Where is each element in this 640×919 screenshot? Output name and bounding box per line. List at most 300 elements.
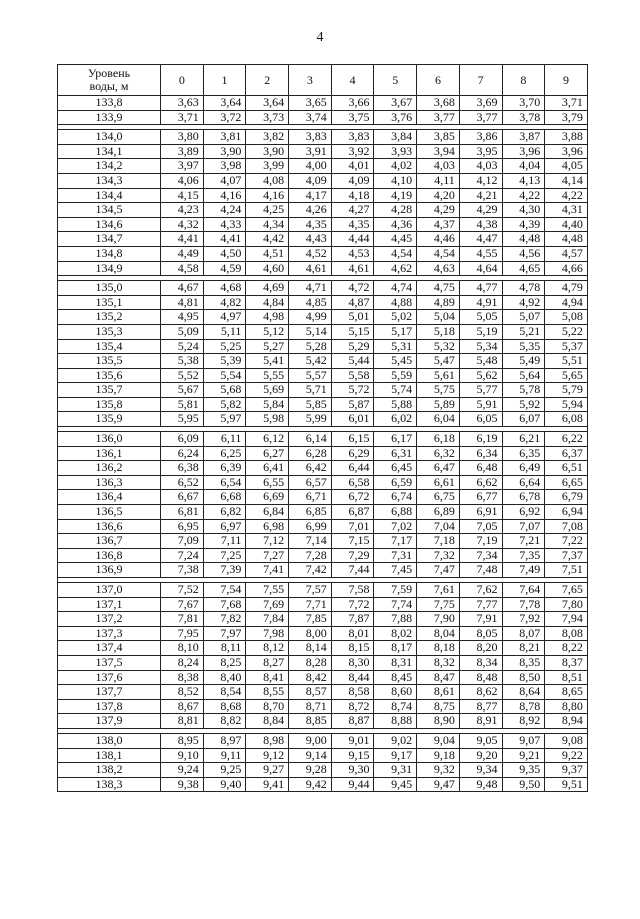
value-cell: 7,11 (203, 534, 246, 549)
value-cell: 9,10 (161, 748, 204, 763)
value-cell: 5,52 (161, 368, 204, 383)
value-cell: 5,77 (459, 383, 502, 398)
value-cell: 4,61 (289, 261, 332, 276)
value-cell: 7,59 (374, 583, 417, 598)
water-level-cell: 137,8 (58, 699, 161, 714)
value-cell: 5,75 (417, 383, 460, 398)
value-cell: 4,75 (417, 281, 460, 296)
value-cell: 5,54 (203, 368, 246, 383)
value-cell: 6,38 (161, 461, 204, 476)
value-cell: 8,17 (374, 641, 417, 656)
column-header: 8 (502, 65, 545, 96)
value-cell: 4,06 (161, 173, 204, 188)
value-cell: 4,52 (289, 246, 332, 261)
value-cell: 4,04 (502, 159, 545, 174)
value-cell: 8,72 (331, 699, 374, 714)
water-level-cell: 134,7 (58, 232, 161, 247)
table-row (58, 144, 588, 159)
value-cell: 6,98 (246, 519, 289, 534)
water-level-cell: 138,1 (58, 748, 161, 763)
value-cell: 8,92 (502, 714, 545, 729)
value-cell: 3,67 (374, 96, 417, 111)
value-cell: 4,55 (459, 246, 502, 261)
water-level-cell: 135,6 (58, 368, 161, 383)
value-cell: 5,64 (502, 368, 545, 383)
water-level-cell: 134,2 (58, 159, 161, 174)
value-cell: 6,27 (246, 446, 289, 461)
value-cell: 5,14 (289, 324, 332, 339)
value-cell: 8,51 (545, 670, 588, 685)
table-row (58, 310, 588, 325)
value-cell: 6,81 (161, 505, 204, 520)
value-cell: 5,84 (246, 397, 289, 412)
value-cell: 4,43 (289, 232, 332, 247)
value-cell: 4,27 (331, 203, 374, 218)
value-cell: 8,20 (459, 641, 502, 656)
water-level-cell: 135,5 (58, 354, 161, 369)
value-cell: 4,03 (459, 159, 502, 174)
value-cell: 4,74 (374, 281, 417, 296)
value-cell: 4,24 (203, 203, 246, 218)
value-cell: 6,58 (331, 475, 374, 490)
value-cell: 9,34 (459, 763, 502, 778)
value-cell: 5,49 (502, 354, 545, 369)
value-cell: 8,57 (289, 685, 332, 700)
water-level-cell: 134,4 (58, 188, 161, 203)
table-row (58, 519, 588, 534)
value-cell: 9,48 (459, 777, 502, 792)
value-cell: 4,89 (417, 295, 460, 310)
value-cell: 3,96 (545, 144, 588, 159)
value-cell: 6,65 (545, 475, 588, 490)
value-cell: 4,12 (459, 173, 502, 188)
value-cell: 4,42 (246, 232, 289, 247)
table-row (58, 261, 588, 276)
value-cell: 6,37 (545, 446, 588, 461)
value-cell: 6,77 (459, 490, 502, 505)
water-level-cell: 138,3 (58, 777, 161, 792)
value-cell: 4,92 (502, 295, 545, 310)
table-row (58, 461, 588, 476)
value-cell: 7,29 (331, 548, 374, 563)
value-cell: 3,75 (331, 110, 374, 125)
value-cell: 8,60 (374, 685, 417, 700)
value-cell: 4,22 (545, 188, 588, 203)
value-cell: 8,48 (459, 670, 502, 685)
table-row (58, 490, 588, 505)
value-cell: 6,31 (374, 446, 417, 461)
value-cell: 4,67 (161, 281, 204, 296)
value-cell: 6,39 (203, 461, 246, 476)
value-cell: 4,95 (161, 310, 204, 325)
water-level-cell: 137,6 (58, 670, 161, 685)
value-cell: 7,44 (331, 563, 374, 578)
value-cell: 7,21 (502, 534, 545, 549)
value-cell: 8,47 (417, 670, 460, 685)
value-cell: 3,80 (161, 130, 204, 145)
table-row (58, 670, 588, 685)
value-cell: 8,67 (161, 699, 204, 714)
value-cell: 8,74 (374, 699, 417, 714)
column-header: 2 (246, 65, 289, 96)
value-cell: 7,45 (374, 563, 417, 578)
value-cell: 3,83 (331, 130, 374, 145)
value-cell: 6,59 (374, 475, 417, 490)
value-cell: 6,95 (161, 519, 204, 534)
value-cell: 9,21 (502, 748, 545, 763)
water-level-cell: 135,9 (58, 412, 161, 427)
value-cell: 4,60 (246, 261, 289, 276)
value-cell: 8,82 (203, 714, 246, 729)
value-cell: 4,97 (203, 310, 246, 325)
value-cell: 6,61 (417, 475, 460, 490)
value-cell: 6,84 (246, 505, 289, 520)
value-cell: 7,81 (161, 612, 204, 627)
table-row (58, 534, 588, 549)
value-cell: 7,82 (203, 612, 246, 627)
table-row (58, 699, 588, 714)
value-cell: 5,29 (331, 339, 374, 354)
value-cell: 6,49 (502, 461, 545, 476)
value-cell: 8,41 (246, 670, 289, 685)
value-cell: 7,78 (502, 597, 545, 612)
value-cell: 6,01 (331, 412, 374, 427)
water-level-cell: 135,1 (58, 295, 161, 310)
value-cell: 5,25 (203, 339, 246, 354)
value-cell: 8,97 (203, 733, 246, 748)
water-level-cell: 135,4 (58, 339, 161, 354)
water-level-cell: 138,2 (58, 763, 161, 778)
table-row (58, 232, 588, 247)
column-header: 3 (289, 65, 332, 96)
value-cell: 4,38 (459, 217, 502, 232)
value-cell: 6,64 (502, 475, 545, 490)
water-level-cell: 138,0 (58, 733, 161, 748)
value-cell: 7,39 (203, 563, 246, 578)
value-cell: 4,47 (459, 232, 502, 247)
value-cell: 4,54 (374, 246, 417, 261)
value-cell: 5,34 (459, 339, 502, 354)
value-cell: 4,66 (545, 261, 588, 276)
water-level-cell: 137,3 (58, 626, 161, 641)
value-cell: 4,17 (289, 188, 332, 203)
value-cell: 4,57 (545, 246, 588, 261)
value-cell: 5,04 (417, 310, 460, 325)
value-cell: 6,51 (545, 461, 588, 476)
water-level-cell: 134,1 (58, 144, 161, 159)
value-cell: 7,90 (417, 612, 460, 627)
value-cell: 6,68 (203, 490, 246, 505)
table-row (58, 96, 588, 111)
value-cell: 8,40 (203, 670, 246, 685)
value-cell: 5,69 (246, 383, 289, 398)
table-row (58, 763, 588, 778)
value-cell: 9,50 (502, 777, 545, 792)
value-cell: 4,08 (246, 173, 289, 188)
table-row (58, 412, 588, 427)
value-cell: 8,50 (502, 670, 545, 685)
table-body (58, 96, 588, 792)
value-cell: 3,72 (203, 110, 246, 125)
value-cell: 7,85 (289, 612, 332, 627)
value-cell: 6,85 (289, 505, 332, 520)
value-cell: 5,89 (417, 397, 460, 412)
value-cell: 7,61 (417, 583, 460, 598)
value-cell: 8,07 (502, 626, 545, 641)
value-cell: 5,39 (203, 354, 246, 369)
column-header: 4 (331, 65, 374, 96)
value-cell: 6,09 (161, 432, 204, 447)
value-cell: 4,36 (374, 217, 417, 232)
value-cell: 7,02 (374, 519, 417, 534)
value-cell: 5,81 (161, 397, 204, 412)
value-cell: 8,52 (161, 685, 204, 700)
value-cell: 3,93 (374, 144, 417, 159)
value-cell: 9,20 (459, 748, 502, 763)
value-cell: 3,79 (545, 110, 588, 125)
value-cell: 6,82 (203, 505, 246, 520)
table-row (58, 432, 588, 447)
value-cell: 3,89 (161, 144, 204, 159)
value-cell: 6,32 (417, 446, 460, 461)
table-row (58, 641, 588, 656)
water-level-cell: 136,4 (58, 490, 161, 505)
value-cell: 7,77 (459, 597, 502, 612)
value-cell: 5,48 (459, 354, 502, 369)
value-cell: 3,64 (246, 96, 289, 111)
level-header-line1: Уровень (87, 66, 131, 80)
value-cell: 7,27 (246, 548, 289, 563)
value-cell: 5,01 (331, 310, 374, 325)
water-level-cell: 133,8 (58, 96, 161, 111)
value-cell: 4,41 (203, 232, 246, 247)
value-cell: 8,70 (246, 699, 289, 714)
value-cell: 4,19 (374, 188, 417, 203)
table-row (58, 505, 588, 520)
value-cell: 9,01 (331, 733, 374, 748)
value-cell: 5,65 (545, 368, 588, 383)
table-row (58, 685, 588, 700)
value-cell: 7,38 (161, 563, 204, 578)
value-cell: 3,90 (246, 144, 289, 159)
value-cell: 6,48 (459, 461, 502, 476)
value-cell: 8,75 (417, 699, 460, 714)
value-cell: 4,56 (502, 246, 545, 261)
value-cell: 4,39 (502, 217, 545, 232)
value-cell: 8,24 (161, 655, 204, 670)
value-cell: 3,78 (502, 110, 545, 125)
value-cell: 3,66 (331, 96, 374, 111)
value-cell: 5,59 (374, 368, 417, 383)
value-cell: 9,35 (502, 763, 545, 778)
water-level-cell: 134,5 (58, 203, 161, 218)
water-level-cell: 135,0 (58, 281, 161, 296)
value-cell: 7,74 (374, 597, 417, 612)
value-cell: 6,28 (289, 446, 332, 461)
value-cell: 7,25 (203, 548, 246, 563)
value-cell: 3,81 (203, 130, 246, 145)
value-cell: 6,91 (459, 505, 502, 520)
value-cell: 4,02 (374, 159, 417, 174)
value-cell: 7,75 (417, 597, 460, 612)
value-cell: 7,49 (502, 563, 545, 578)
value-cell: 4,69 (246, 281, 289, 296)
value-cell: 5,88 (374, 397, 417, 412)
value-cell: 5,37 (545, 339, 588, 354)
value-cell: 3,73 (246, 110, 289, 125)
value-cell: 7,95 (161, 626, 204, 641)
value-cell: 8,00 (289, 626, 332, 641)
value-cell: 7,64 (502, 583, 545, 598)
table-row (58, 281, 588, 296)
value-cell: 4,98 (246, 310, 289, 325)
value-cell: 3,99 (246, 159, 289, 174)
value-cell: 5,11 (203, 324, 246, 339)
value-cell: 4,54 (417, 246, 460, 261)
water-level-table (57, 64, 588, 792)
value-cell: 9,02 (374, 733, 417, 748)
value-cell: 5,57 (289, 368, 332, 383)
value-cell: 9,07 (502, 733, 545, 748)
value-cell: 6,19 (459, 432, 502, 447)
table-row (58, 548, 588, 563)
water-level-cell: 134,9 (58, 261, 161, 276)
header-row (58, 65, 588, 96)
value-cell: 3,74 (289, 110, 332, 125)
value-cell: 4,34 (246, 217, 289, 232)
value-cell: 8,81 (161, 714, 204, 729)
value-cell: 8,27 (246, 655, 289, 670)
value-cell: 7,94 (545, 612, 588, 627)
value-cell: 6,72 (331, 490, 374, 505)
table-row (58, 446, 588, 461)
value-cell: 4,77 (459, 281, 502, 296)
value-cell: 5,82 (203, 397, 246, 412)
value-cell: 8,98 (246, 733, 289, 748)
value-cell: 5,45 (374, 354, 417, 369)
water-level-cell: 137,7 (58, 685, 161, 700)
value-cell: 3,68 (417, 96, 460, 111)
value-cell: 4,13 (502, 173, 545, 188)
value-cell: 6,24 (161, 446, 204, 461)
page-number: 4 (316, 30, 324, 45)
value-cell: 9,41 (246, 777, 289, 792)
water-level-cell: 136,9 (58, 563, 161, 578)
value-cell: 4,16 (246, 188, 289, 203)
value-cell: 3,97 (161, 159, 204, 174)
value-cell: 7,54 (203, 583, 246, 598)
water-level-cell: 135,3 (58, 324, 161, 339)
value-cell: 7,87 (331, 612, 374, 627)
table-row (58, 655, 588, 670)
value-cell: 3,70 (502, 96, 545, 111)
value-cell: 7,34 (459, 548, 502, 563)
table-row (58, 217, 588, 232)
water-level-cell: 137,2 (58, 612, 161, 627)
value-cell: 4,15 (161, 188, 204, 203)
value-cell: 7,41 (246, 563, 289, 578)
value-cell: 5,95 (161, 412, 204, 427)
value-cell: 4,87 (331, 295, 374, 310)
value-cell: 5,12 (246, 324, 289, 339)
column-header: 7 (459, 65, 502, 96)
value-cell: 5,07 (502, 310, 545, 325)
value-cell: 4,09 (331, 173, 374, 188)
value-cell: 9,30 (331, 763, 374, 778)
value-cell: 6,55 (246, 475, 289, 490)
value-cell: 5,55 (246, 368, 289, 383)
value-cell: 3,87 (502, 130, 545, 145)
table-row (58, 777, 588, 792)
value-cell: 4,37 (417, 217, 460, 232)
value-cell: 5,38 (161, 354, 204, 369)
value-cell: 7,88 (374, 612, 417, 627)
value-cell: 7,98 (246, 626, 289, 641)
value-cell: 4,44 (331, 232, 374, 247)
value-cell: 7,04 (417, 519, 460, 534)
value-cell: 3,82 (246, 130, 289, 145)
value-cell: 8,21 (502, 641, 545, 656)
value-cell: 9,05 (459, 733, 502, 748)
value-cell: 6,52 (161, 475, 204, 490)
value-cell: 6,14 (289, 432, 332, 447)
value-cell: 8,14 (289, 641, 332, 656)
value-cell: 6,17 (374, 432, 417, 447)
water-level-cell: 134,8 (58, 246, 161, 261)
value-cell: 4,30 (502, 203, 545, 218)
value-cell: 7,28 (289, 548, 332, 563)
value-cell: 8,30 (331, 655, 374, 670)
value-cell: 7,08 (545, 519, 588, 534)
value-cell: 4,48 (502, 232, 545, 247)
value-cell: 9,22 (545, 748, 588, 763)
table-row (58, 733, 588, 748)
value-cell: 4,03 (417, 159, 460, 174)
value-cell: 6,99 (289, 519, 332, 534)
value-cell: 7,52 (161, 583, 204, 598)
value-cell: 6,74 (374, 490, 417, 505)
column-header: 0 (161, 65, 204, 96)
value-cell: 6,07 (502, 412, 545, 427)
water-level-cell: 137,5 (58, 655, 161, 670)
value-cell: 7,19 (459, 534, 502, 549)
value-cell: 5,78 (502, 383, 545, 398)
value-cell: 4,72 (331, 281, 374, 296)
value-cell: 7,57 (289, 583, 332, 598)
value-cell: 7,80 (545, 597, 588, 612)
table-row (58, 203, 588, 218)
water-level-cell: 134,0 (58, 130, 161, 145)
value-cell: 4,88 (374, 295, 417, 310)
value-cell: 5,67 (161, 383, 204, 398)
value-cell: 4,81 (161, 295, 204, 310)
value-cell: 6,22 (545, 432, 588, 447)
table-row (58, 354, 588, 369)
value-cell: 7,32 (417, 548, 460, 563)
value-cell: 3,71 (545, 96, 588, 111)
value-cell: 4,20 (417, 188, 460, 203)
water-level-cell: 136,3 (58, 475, 161, 490)
water-level-cell: 136,6 (58, 519, 161, 534)
value-cell: 9,31 (374, 763, 417, 778)
value-cell: 3,96 (502, 144, 545, 159)
value-cell: 4,14 (545, 173, 588, 188)
value-cell: 7,31 (374, 548, 417, 563)
column-header: 1 (203, 65, 246, 96)
value-cell: 4,22 (502, 188, 545, 203)
value-cell: 6,18 (417, 432, 460, 447)
value-cell: 4,45 (374, 232, 417, 247)
